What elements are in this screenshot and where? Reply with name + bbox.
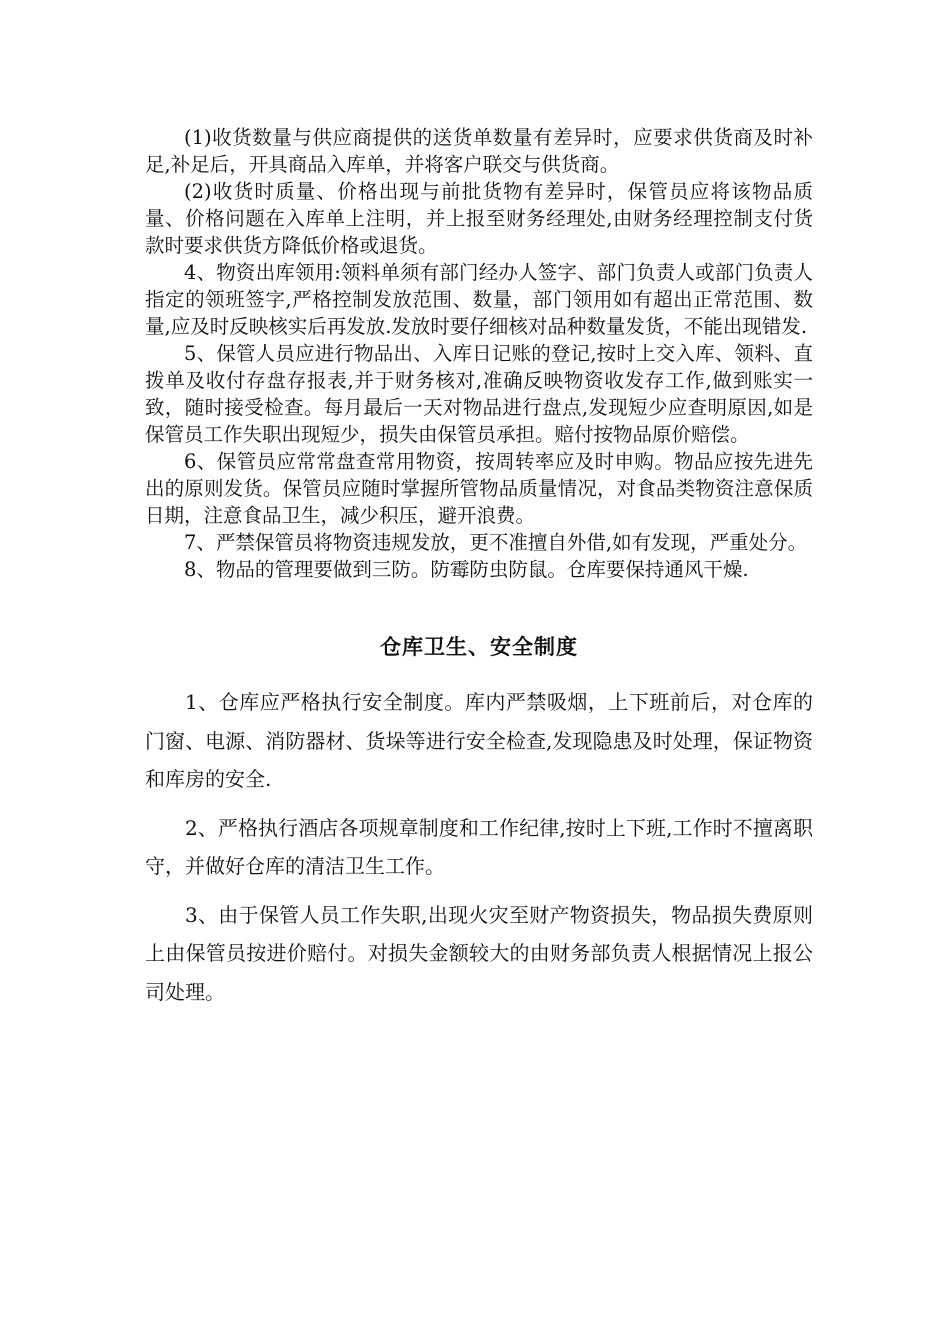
paragraph-ledger-registration: 5、保管人员应进行物品出、入库日记账的登记,按时上交入库、领料、直拨单及收付存盘存报表,并于财务核对,准确反映物资收发存工作,做到账实一致，随时接受检查。每月最后一天对物品进行盘点,发现短少应查明原因,如是保管员工作失职出现短少，损失由保管员承担。赔付按物品原价赔偿。	[145, 342, 813, 446]
section-title: 仓库卫生、安全制度	[380, 634, 578, 659]
paragraph-safety-system: 1、仓库应严格执行安全制度。库内严禁吸烟，上下班前后，对仓库的门窗、电源、消防器材、货垛等进行安全检查,发现隐患及时处理，保证物资和库房的安全.	[145, 690, 813, 791]
hygiene-safety-section	[145, 683, 813, 1011]
paragraph-quantity-discrepancy: (1)收货数量与供应商提供的送货单数量有差异时，应要求供货商及时补足,补足后，开具商品入库单，并将客户联交与供货商。	[145, 126, 813, 176]
paragraph-loss-compensation: 3、由于保管人员工作失职,出现火灾至财产物资损失，物品损失费原则上由保管员按进价赔付。对损失金额较大的由财务部负责人根据情况上报公司处理。	[145, 902, 813, 1004]
paragraph-work-discipline: 2、严格执行酒店各项规章制度和工作纪律,按时上下班,工作时不擅离职守，并做好仓库的清洁卫生工作。	[145, 815, 813, 878]
paragraph-outbound-requisition: 4、物资出库领用:领料单须有部门经办人签字、部门负责人或部门负责人指定的领班签字,严格控制发放范围、数量，部门领用如有超出正常范围、数量,应及时反映核实后再发放.发放时要仔细核对品种数量发货，不能出现错发.	[145, 261, 813, 338]
warehouse-rules-section	[145, 124, 813, 583]
paragraph-no-violation: 7、严禁保管员将物资违规发放，更不准擅自外借,如有发现，严重处分。	[184, 531, 808, 554]
paragraph-inventory-check: 6、保管员应常常盘查常用物资，按周转率应及时申购。物品应按先进先出的原则发货。保管员应随时掌握所管物品质量情况，对食品类物资注意保质日期，注意食品卫生，减少积压，避开浪费。	[145, 450, 813, 527]
paragraph-three-preventions: 8、物品的管理要做到三防。防霉防虫防鼠。仓库要保持通风干燥.	[184, 558, 749, 581]
paragraph-quality-price-discrepancy: (2)收货时质量、价格出现与前批货物有差异时，保管员应将该物品质量、价格问题在入库单上注明，并上报至财务经理处,由财务经理控制支付货款时要求供货方降低价格或退货。	[145, 180, 813, 257]
